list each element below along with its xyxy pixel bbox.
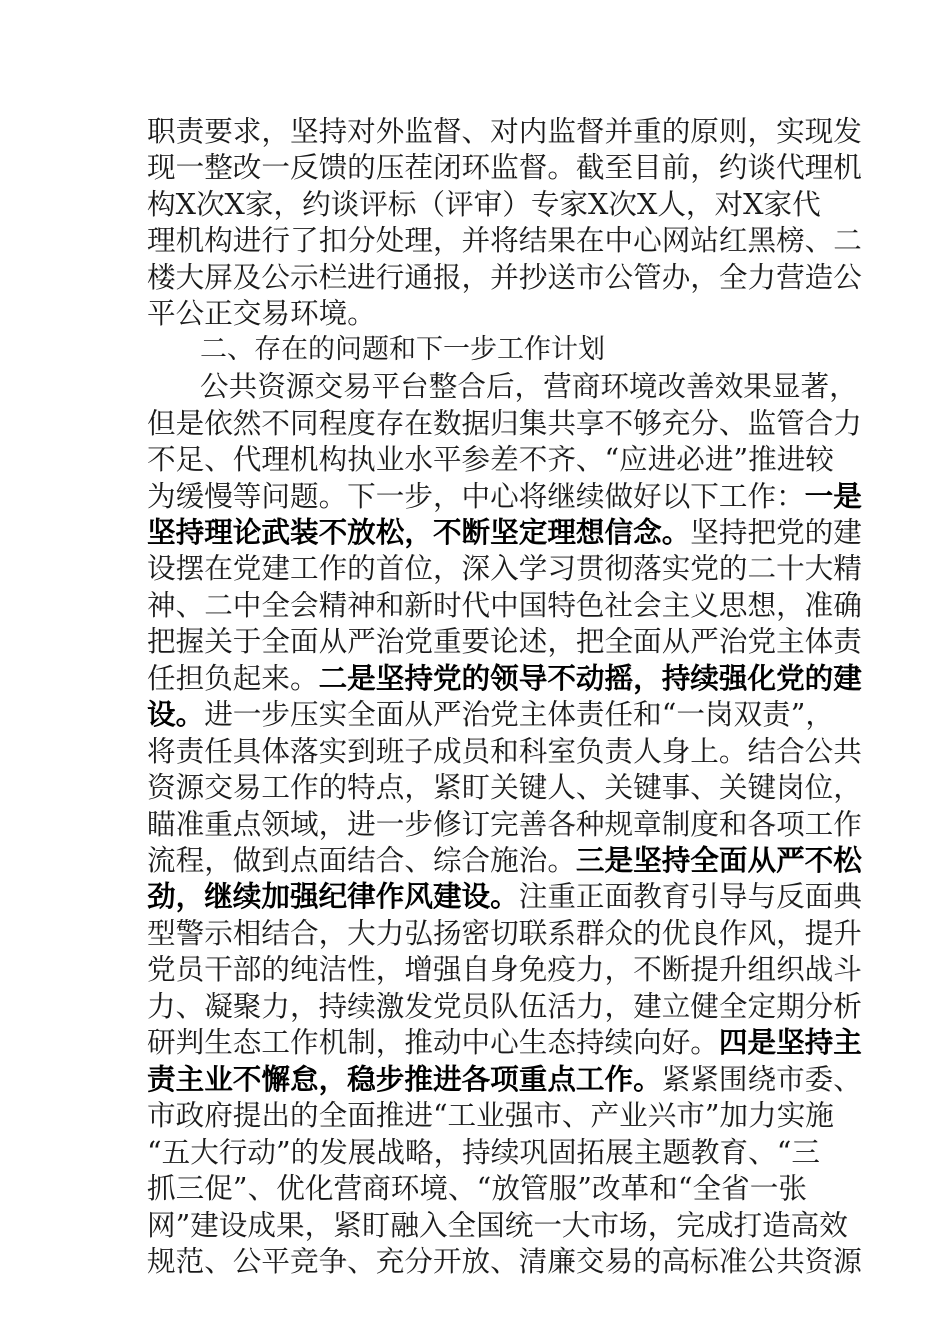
text-run: 神、二中全会精神和新时代中国特色社会主义思想，准确 (147, 587, 862, 622)
text-run: 不足、代理机构执业水平参差不齐、“应进必进”推进较 (147, 442, 834, 477)
paragraph-line (147, 915, 862, 951)
text-run: 抓三促”、优化营商环境、“放管服”改革和“全省一张 (147, 1171, 807, 1206)
text-run: 紧紧围绕市委、 (661, 1061, 862, 1096)
paragraph-line (147, 113, 862, 149)
bold-text-run: 四是坚持主 (718, 1025, 862, 1060)
text-run: 为缓慢等问题。下一步，中心将继续做好以下工作： (147, 478, 805, 513)
bold-text-run: 劲，继续加强纪律作风建设。 (147, 879, 519, 914)
text-run: 网”建设成果，紧盯融入全国统一大市场，完成打造高效 (147, 1207, 848, 1242)
bold-text-run: 设。 (147, 697, 205, 732)
text-run: 现一整改一反馈的压茬闭环监督。截至目前，约谈代理机 (147, 150, 862, 185)
text-run: 公共资源交易平台整合后，营商环境改善效果显著， (200, 369, 858, 404)
paragraph-line (147, 951, 862, 987)
text-run: 力、凝聚力，持续激发党员队伍活力，建立健全定期分析 (147, 988, 862, 1023)
text-run: 流程，做到点面结合、综合施治。 (147, 843, 576, 877)
paragraph-line (147, 478, 862, 514)
text-run: 理机构进行了扣分处理，并将结果在中心网站红黑榜、二 (147, 223, 862, 258)
text-run: 平公正交易环境。 (147, 296, 376, 331)
text-run: 瞄准重点领域，进一步修订完善各种规章制度和各项工作 (147, 806, 862, 841)
paragraph-line (147, 405, 862, 441)
paragraph-line (147, 550, 862, 586)
paragraph-line (147, 1024, 862, 1060)
text-run: 构X次X家，约谈评标（评审）专家X次X人，对X家代 (147, 186, 821, 221)
paragraph-line (147, 259, 862, 295)
bold-text-run: 二是坚持党的领导不动摇，持续强化党的建 (318, 660, 862, 695)
paragraph-line (147, 1170, 807, 1206)
bold-text-run: 坚持理论武装不放松，不断坚定理想信念。 (147, 514, 691, 549)
text-run: 但是依然不同程度存在数据归集共享不够充分、监管合力 (147, 405, 862, 440)
paragraph-line (147, 1061, 862, 1097)
text-run: 进一步压实全面从严治党主体责任和“一岗双责”， (204, 697, 834, 732)
text-run: 坚持把党的建 (690, 514, 862, 549)
bold-text-run: 三是坚持全面从严不松 (575, 843, 862, 877)
text-run: 规范、公平竞争、充分开放、清廉交易的高标准公共资源 (147, 1243, 862, 1278)
paragraph-line (147, 1097, 834, 1133)
paragraph-line (147, 149, 862, 185)
paragraph-line (147, 733, 862, 769)
paragraph-line (200, 368, 858, 404)
paragraph-line (147, 842, 862, 878)
paragraph-line (147, 587, 862, 623)
paragraph-line (147, 769, 862, 805)
paragraph-line (147, 660, 862, 696)
paragraph-line (147, 1243, 862, 1279)
paragraph-line (147, 514, 862, 550)
paragraph-line (147, 696, 834, 732)
bold-text-run: 责主业不懈怠，稳步推进各项重点工作。 (147, 1061, 662, 1096)
paragraph-line (147, 806, 862, 842)
text-run: 职责要求，坚持对外监督、对内监督并重的原则，实现发 (147, 114, 862, 148)
text-run: “五大行动”的发展战略，持续巩固拓展主题教育、“三 (147, 1134, 820, 1169)
text-run: 党员干部的纯洁性，增强自身免疫力，不断提升组织战斗 (147, 952, 862, 987)
paragraph-line (147, 441, 834, 477)
text-run: 研判生态工作机制，推动中心生态持续向好。 (147, 1025, 719, 1060)
section-heading (200, 332, 800, 368)
paragraph-line (147, 222, 862, 258)
paragraph-line (147, 1207, 848, 1243)
heading-text: 二、存在的问题和下一步工作计划 (200, 333, 605, 365)
text-run: 型警示相结合，大力弘扬密切联系群众的优良作风，提升 (147, 915, 862, 950)
paragraph-line (147, 186, 821, 222)
text-run: 市政府提出的全面推进“工业强市、产业兴市”加力实施 (147, 1098, 834, 1133)
paragraph-line (147, 1134, 820, 1170)
paragraph-line (147, 988, 862, 1024)
text-run: 任担负起来。 (147, 660, 319, 695)
paragraph-line (147, 878, 862, 914)
text-run: 注重正面教育引导与反面典 (518, 879, 862, 914)
bold-text-run: 一是 (804, 478, 862, 513)
text-run: 将责任具体落实到班子成员和科室负责人身上。结合公共 (147, 733, 862, 768)
paragraph-line (147, 295, 807, 331)
text-run: 设摆在党建工作的首位，深入学习贯彻落实党的二十大精 (147, 551, 862, 586)
text-run: 把握关于全面从严治党重要论述，把全面从严治党主体责 (147, 624, 862, 659)
text-run: 资源交易工作的特点，紧盯关键人、关键事、关键岗位， (147, 770, 862, 805)
text-run: 楼大屏及公示栏进行通报，并抄送市公管办，全力营造公 (147, 259, 862, 294)
paragraph-line (147, 623, 862, 659)
